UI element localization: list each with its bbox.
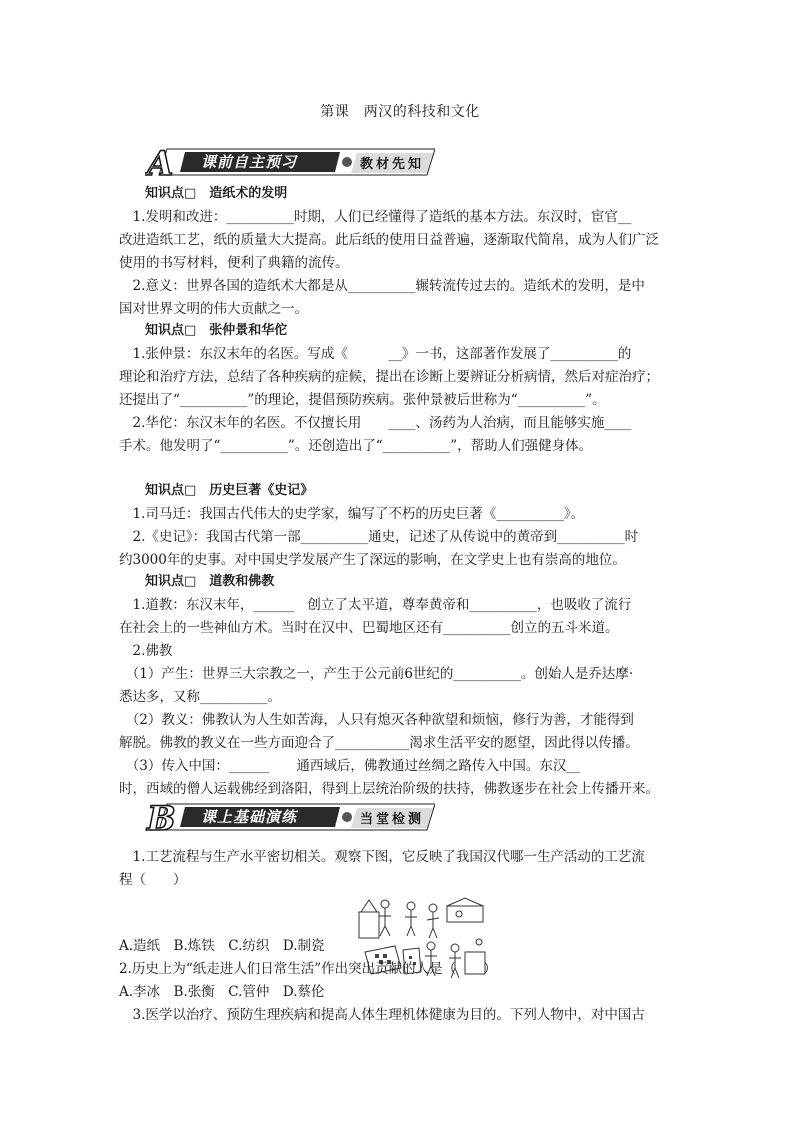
text-line: 1.张仲景：东汉末年的名医。写成《 __》一书，这部著作发展了__________的 (119, 346, 632, 362)
text-line: 国对世界文明的伟大贡献之一。 (119, 301, 308, 317)
banner-a-subtitle: 教材先知 (360, 157, 425, 172)
question-line: 1.工艺流程与生产水平密切相关。观察下图，它反映了我国汉代哪一生产活动的工艺流 (119, 849, 645, 865)
text-line: 解脱。佛教的教义在一些方面迎合了___________渴求生活平安的愿望，因此得以传播。 (119, 735, 639, 751)
text-line: 在社会上的一些神仙方术。当时在汉中、巴蜀地区还有__________创立的五斗米道。 (119, 620, 619, 636)
section-heading: 知识点□ 道教和佛教 (145, 574, 275, 589)
section-heading: 知识点□ 历史巨著《史记》 (145, 483, 314, 498)
text-line: 2.《史记》：我国古代第一部__________通史，记述了从传说中的黄帝到__________时 (119, 529, 639, 545)
text-line: 改进造纸工艺，纸的质量大大提高。此后纸的使用日益普遍，逐渐取代简帛，成为人们广泛 (119, 232, 659, 248)
banner-b-subtitle: 当堂检测 (360, 812, 425, 827)
text-line: 2.佛教 (119, 643, 173, 659)
banner-b-letter: B (147, 800, 176, 834)
lesson-title: 第课 两汉的科技和文化 (320, 104, 480, 120)
text-line: 2.意义：世界各国的造纸术大都是从__________辗转流传过去的。造纸术的发明，是中 (119, 278, 645, 294)
question-line: 2.历史上为“纸走进人们日常生活”作出突出贡献的人是（ ） (119, 961, 497, 977)
text-line: 手术。他发明了“__________”。还创造出了“__________”，帮助人们强健身体。 (119, 438, 593, 454)
text-line: 1.道教：东汉末年，______ 创立了太平道，尊奉黄帝和__________，也吸收了流行 (119, 597, 632, 613)
banner-a-letter: A (147, 145, 174, 179)
text-line: 约3000年的史事。对中国史学发展产生了深远的影响，在文学史上也有崇高的地位。 (119, 552, 626, 568)
text-line: 悉达多，又称__________。 (119, 689, 281, 705)
text-line: （3）传入中国：______ 通西域后，佛教通过丝绸之路传入中国。东汉__ (119, 758, 580, 774)
section-heading: 知识点□ 张仲景和华佗 (145, 323, 288, 338)
section-banner-a (145, 145, 435, 179)
text-line: 理论和治疗方法，总结了各种疾病的症候，提出在诊断上要辨证分析病情，然后对症治疗； (119, 369, 659, 385)
answer-options: A.李冰 B.张衡 C.管仲 D.蔡伦 (119, 984, 325, 1000)
section-heading: 知识点□ 造纸术的发明 (145, 186, 288, 201)
question-line: 程（ ） (119, 872, 187, 888)
section-banner-b (145, 800, 435, 834)
text-line: 1.发明和改进：__________时期，人们已经懂得了造纸的基本方法。东汉时，宦官__ (119, 209, 632, 225)
answer-options: A.造纸 B.炼铁 C.纺织 D.制瓷 (119, 938, 325, 954)
text-line: （2）教义：佛教认为人生如苦海，人只有熄灭各种欲望和烦恼，修行为善，才能得到 (119, 712, 634, 728)
text-line: 还提出了“__________”的理论，提倡预防疾病。张仲景被后世称为“__________”。 (119, 392, 606, 408)
banner-b-title: 课上基础演练 (201, 808, 298, 826)
question-line: 3.医学以治疗、预防生理疾病和提高人体生理机体健康为目的。下列人物中，对中国古 (119, 1007, 645, 1023)
text-line: 2.华佗：东汉末年的名医。不仅擅长用 ____、汤药为人治病，而且能够实施____ (119, 415, 632, 431)
banner-a-title: 课前自主预习 (201, 153, 298, 171)
text-line: 1.司马迁：我国古代伟大的史学家，编写了不朽的历史巨著《__________》。 (119, 506, 585, 522)
text-line: （1）产生：世界三大宗教之一，产生于公元前6世纪的__________。创始人是乔达摩· (119, 666, 634, 682)
text-line: 时，西域的僧人运载佛经到洛阳，得到上层统治阶级的扶持，佛教逐步在社会上传播开来。 (119, 781, 659, 797)
text-line: 使用的书写材料，便利了典籍的流传。 (119, 255, 349, 271)
